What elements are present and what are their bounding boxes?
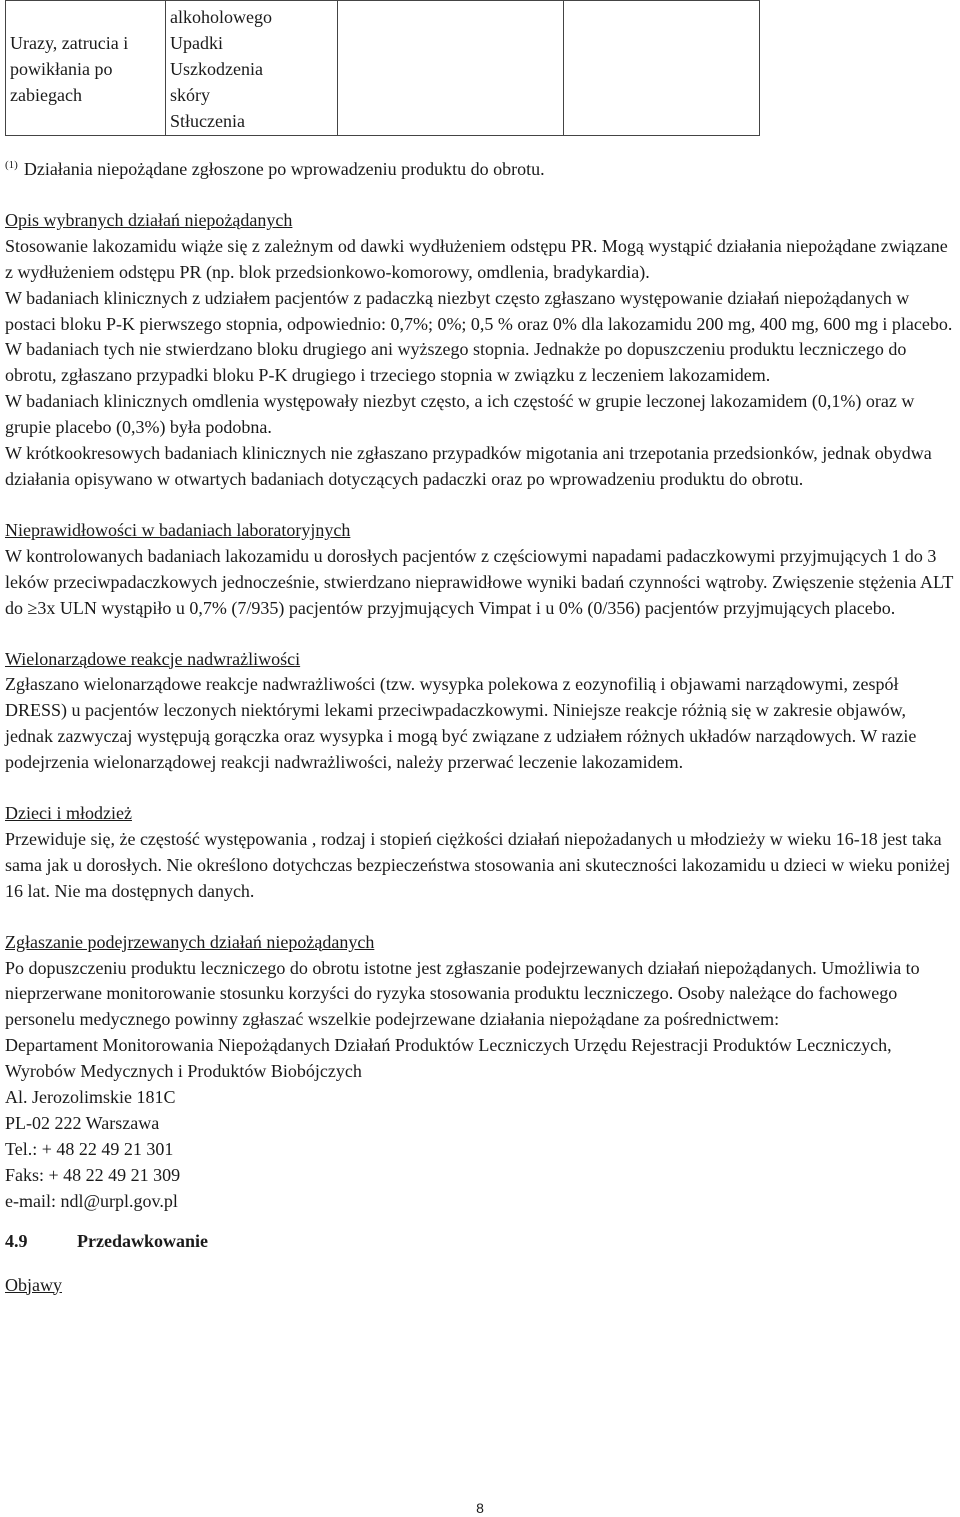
address-line: PL-02 222 Warszawa: [5, 1113, 160, 1133]
event-line: alkoholowego: [170, 7, 272, 27]
footnote: [5, 157, 955, 183]
footnote-text: Działania niepożądane zgłoszone po wprowadzeniu produktu do obrotu.: [23, 159, 545, 179]
soc-cell: [6, 1, 166, 136]
children-paragraph: Przewiduje się, że częstość występowania , rodzaj i stopień ciężkości działań niepożadanych u młodzieży w wieku 16-18 jest taka sama jak u dorosłych. Nie określono dotychczas bezpieczeństwa stosowania ani skuteczności lakozamidu u dzieci w wieku poniżej 16 lat. Nie ma dostępnych danych.: [5, 828, 951, 901]
lab-paragraph: W kontrolowanych badaniach lakozamidu u dorosłych pacjentów z częściowymi napadami padaczkowymi przyjmujących 1 do 3 leków przeciwpadaczkowych jednocześnie, stwierdzano nieprawidłowe wyniki badań czynności wątroby. Zwięszenie stężenia ALT do ≥3x ULN wystąpiło u 0,7% (7/935) pacjentów przyjmujących Vimpat i u 0% (0/356) pacjentów przyjmujących placebo.: [5, 545, 953, 618]
heading-objawy: Objawy: [5, 1274, 62, 1295]
heading-children: Dzieci i młodzież: [5, 803, 132, 824]
opis-paragraph-4: W krótkookresowych badaniach klinicznych nie zgłaszano przypadków migotania ani trzepotania przedsionków, jednak obydwa działania opisywano w otwartych badaniach dotyczących padaczki oraz po wprowadzeniu produktu do obrotu.: [5, 443, 932, 489]
soc-line: powikłania po: [10, 58, 113, 79]
event-line: skóry: [170, 84, 210, 105]
section-heading: [5, 1229, 955, 1255]
address-line: Al. Jerozolimskie 181C: [5, 1087, 176, 1108]
address-line: Departament Monitorowania Niepożądanych Działań Produktów Leczniczych Urzędu Rejestracji Produktów Leczniczych, Wyrobów Medycznych i Produktów Biobójczych: [5, 1035, 892, 1082]
heading-hypersensitivity: Wielonarządowe reakcje nadwrażliwości: [5, 648, 301, 669]
soc-line: zabiegach: [10, 84, 82, 105]
opis-paragraph-3: W badaniach klinicznych omdlenia występowały niezbyt często, a ich częstość w grupie leczonej lakozamidem (0,1%) oraz w grupie placebo (0,3%) była podobna.: [5, 391, 915, 438]
empty-cell: [564, 1, 760, 136]
event-line: Upadki: [170, 32, 223, 53]
empty-cell: [338, 1, 564, 136]
reporting-paragraph: Po dopuszczeniu produktu leczniczego do obrotu istotne jest zgłaszanie podejrzewanych działań niepożądanych. Umożliwia to nieprzerwane monitorowanie stosunku korzyści do ryzyka stosowania produktu leczniczego. Osoby należące do fachowego personelu medycznego powinny zgłaszać wszelkie podejrzewane działania niepożądane za pośrednictwem:: [5, 957, 920, 1030]
events-cell: [166, 1, 338, 136]
soc-line: Urazy, zatrucia i: [10, 33, 129, 53]
main-content: [5, 157, 955, 1298]
email-line[interactable]: e-mail: ndl@urpl.gov.pl: [5, 1190, 178, 1211]
event-line: Stłuczenia: [170, 110, 245, 131]
adverse-events-table: [5, 0, 760, 136]
page-number: 8: [476, 1500, 484, 1516]
address-line: Faks: + 48 22 49 21 309: [5, 1164, 181, 1185]
opis-paragraph-2: W badaniach klinicznych z udziałem pacjentów z padaczką niezbyt często zgłaszano występowanie działań niepożądanych w postaci bloku P-K pierwszego stopnia, odpowiednio: 0,7%; 0%; 0,5 % oraz 0% dla lakozamidu 200 mg, 400 mg, 600 mg i placebo. W badaniach tych nie stwierdzano bloku drugiego ani wyższego stopnia. Jednakże po dopuszczeniu produktu leczniczego do obrotu, zgłaszano przypadki bloku P-K drugiego i trzeciego stopnia w związku z leczeniem lakozamidem.: [5, 287, 953, 386]
heading-lab: Nieprawidłowości w badaniach laboratoryjnych: [5, 519, 351, 540]
address-line: Tel.: + 48 22 49 21 301: [5, 1138, 174, 1159]
footnote-mark: (1): [5, 159, 18, 171]
opis-paragraph-1: Stosowanie lakozamidu wiąże się z zależnym od dawki wydłużeniem odstępu PR. Mogą wystąpić działania niepożądane związane z wydłużeniem odstępu PR (np. blok przedsionkowo-komorowy, omdlenia, bradykardia).: [5, 235, 948, 282]
heading-reporting: Zgłaszanie podejrzewanych działań niepożądanych: [5, 931, 375, 952]
heading-opis: Opis wybranych działań niepożądanych: [5, 209, 293, 230]
hypersensitivity-paragraph: Zgłaszano wielonarządowe reakcje nadwrażliwości (tzw. wysypka polekowa z eozynofilią i objawami narządowymi, zespół DRESS) u pacjentów leczonych niektórymi lekami przeciwpadaczkowymi. Niniejsze reakcje różnią się w zakresie objawów, jednak zazwyczaj występują gorączka oraz wysypka i mogą być związane z udziałem różnych układów narządowych. W razie podejrzenia wielonarządowej reakcji nadwrażliwości, należy przerwać leczenie lakozamidem.: [5, 674, 917, 773]
section-number: 4.9: [5, 1230, 28, 1251]
section-title: Przedawkowanie: [77, 1230, 208, 1251]
table-row: [6, 1, 760, 136]
event-line: Uszkodzenia: [170, 58, 263, 79]
